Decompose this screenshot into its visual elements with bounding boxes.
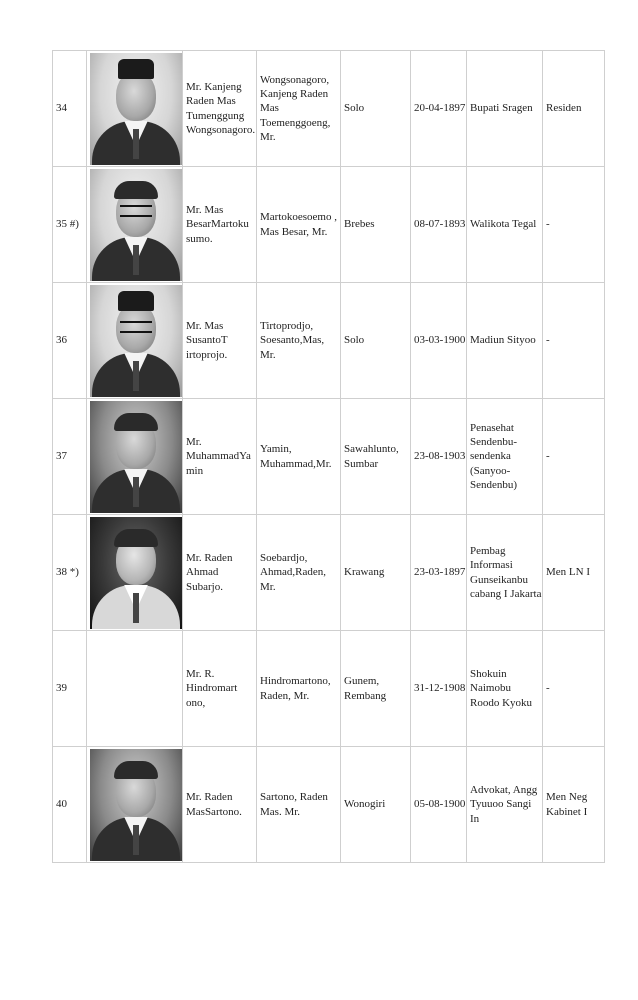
portrait-tie — [133, 361, 139, 391]
member-index-name: Wongsonagoro, Kanjeng Raden Mas Toemenggoeng, Mr. — [257, 51, 341, 167]
birth-date: 08-07-1893 — [411, 167, 467, 283]
table-row — [53, 399, 605, 515]
position-text: Madiun Sityoo — [467, 283, 543, 399]
member-name: Mr. Mas BesarMartoku sumo. — [183, 167, 257, 283]
table-row — [53, 631, 605, 747]
birth-place: Krawang — [341, 515, 411, 631]
portrait-image — [90, 53, 182, 165]
member-name: Mr. R. Hindromart ono, — [183, 631, 257, 747]
post-text: - — [543, 167, 605, 283]
birth-place: Solo — [341, 283, 411, 399]
member-name: Mr. MuhammadYa min — [183, 399, 257, 515]
post-text: - — [543, 399, 605, 515]
table-row — [53, 51, 605, 167]
portrait-photo — [87, 515, 183, 631]
member-name: Mr. Raden MasSartono. — [183, 747, 257, 863]
row-number: 37 — [53, 399, 87, 515]
birth-date: 03-03-1900 — [411, 283, 467, 399]
portrait-hair — [114, 181, 158, 199]
portrait-hair — [114, 413, 158, 431]
portrait-image — [90, 285, 182, 397]
birth-date: 05-08-1900 — [411, 747, 467, 863]
table-row — [53, 747, 605, 863]
birth-place: Gunem, Rembang — [341, 631, 411, 747]
post-text: - — [543, 631, 605, 747]
birth-place: Solo — [341, 51, 411, 167]
member-index-name: Soebardjo, Ahmad,Raden, Mr. — [257, 515, 341, 631]
birth-date: 23-08-1903 — [411, 399, 467, 515]
portrait-tie — [133, 593, 139, 623]
birth-date: 23-03-1897 — [411, 515, 467, 631]
portrait-photo — [87, 283, 183, 399]
position-text: Shokuin Naimobu Roodo Kyoku — [467, 631, 543, 747]
portrait-photo — [87, 167, 183, 283]
birth-date: 20-04-1897 — [411, 51, 467, 167]
row-number: 36 — [53, 283, 87, 399]
portrait-hair — [114, 761, 158, 779]
birth-place: Brebes — [341, 167, 411, 283]
row-number: 35 #) — [53, 167, 87, 283]
position-text: Advokat, Angg Tyuuoo Sangi In — [467, 747, 543, 863]
row-number: 40 — [53, 747, 87, 863]
portrait-photo — [87, 399, 183, 515]
portrait-tie — [133, 129, 139, 159]
portrait-glasses — [120, 205, 152, 217]
portrait-image — [90, 749, 182, 861]
member-name: Mr. Mas SusantoT irtoprojo. — [183, 283, 257, 399]
post-text: Men Neg Kabinet I — [543, 747, 605, 863]
table-row — [53, 167, 605, 283]
portrait-photo — [87, 51, 183, 167]
portrait-photo — [87, 631, 183, 747]
portrait-image — [90, 401, 182, 513]
portrait-image — [90, 169, 182, 281]
position-text: Penasehat Sendenbu-sendenka (Sanyoo-Sendenbu) — [467, 399, 543, 515]
birth-date: 31-12-1908 — [411, 631, 467, 747]
portrait-image — [90, 517, 182, 629]
row-number: 39 — [53, 631, 87, 747]
portrait-hair — [114, 529, 158, 547]
members-table — [52, 50, 605, 863]
member-index-name: Martokoesoemo , Mas Besar, Mr. — [257, 167, 341, 283]
post-text: Men LN I — [543, 515, 605, 631]
birth-place: Wonogiri — [341, 747, 411, 863]
table-row — [53, 283, 605, 399]
portrait-tie — [133, 825, 139, 855]
post-text: Residen — [543, 51, 605, 167]
member-name: Mr. Kanjeng Raden Mas Tumenggung Wongsonagoro. — [183, 51, 257, 167]
portrait-tie — [133, 477, 139, 507]
member-index-name: Sartono, Raden Mas. Mr. — [257, 747, 341, 863]
position-text: Pembag Informasi Gunseikanbu cabang I Jakarta — [467, 515, 543, 631]
portrait-glasses — [120, 321, 152, 333]
portrait-tie — [133, 245, 139, 275]
post-text: - — [543, 283, 605, 399]
row-number: 34 — [53, 51, 87, 167]
row-number: 38 *) — [53, 515, 87, 631]
portrait-photo — [87, 747, 183, 863]
portrait-cap — [118, 59, 154, 79]
portrait-cap — [118, 291, 154, 311]
member-index-name: Tirtoprodjo, Soesanto,Mas, Mr. — [257, 283, 341, 399]
position-text: Walikota Tegal — [467, 167, 543, 283]
position-text: Bupati Sragen — [467, 51, 543, 167]
table-row — [53, 515, 605, 631]
member-name: Mr. Raden Ahmad Subarjo. — [183, 515, 257, 631]
member-index-name: Hindromartono, Raden, Mr. — [257, 631, 341, 747]
member-index-name: Yamin, Muhammad,Mr. — [257, 399, 341, 515]
birth-place: Sawahlunto, Sumbar — [341, 399, 411, 515]
